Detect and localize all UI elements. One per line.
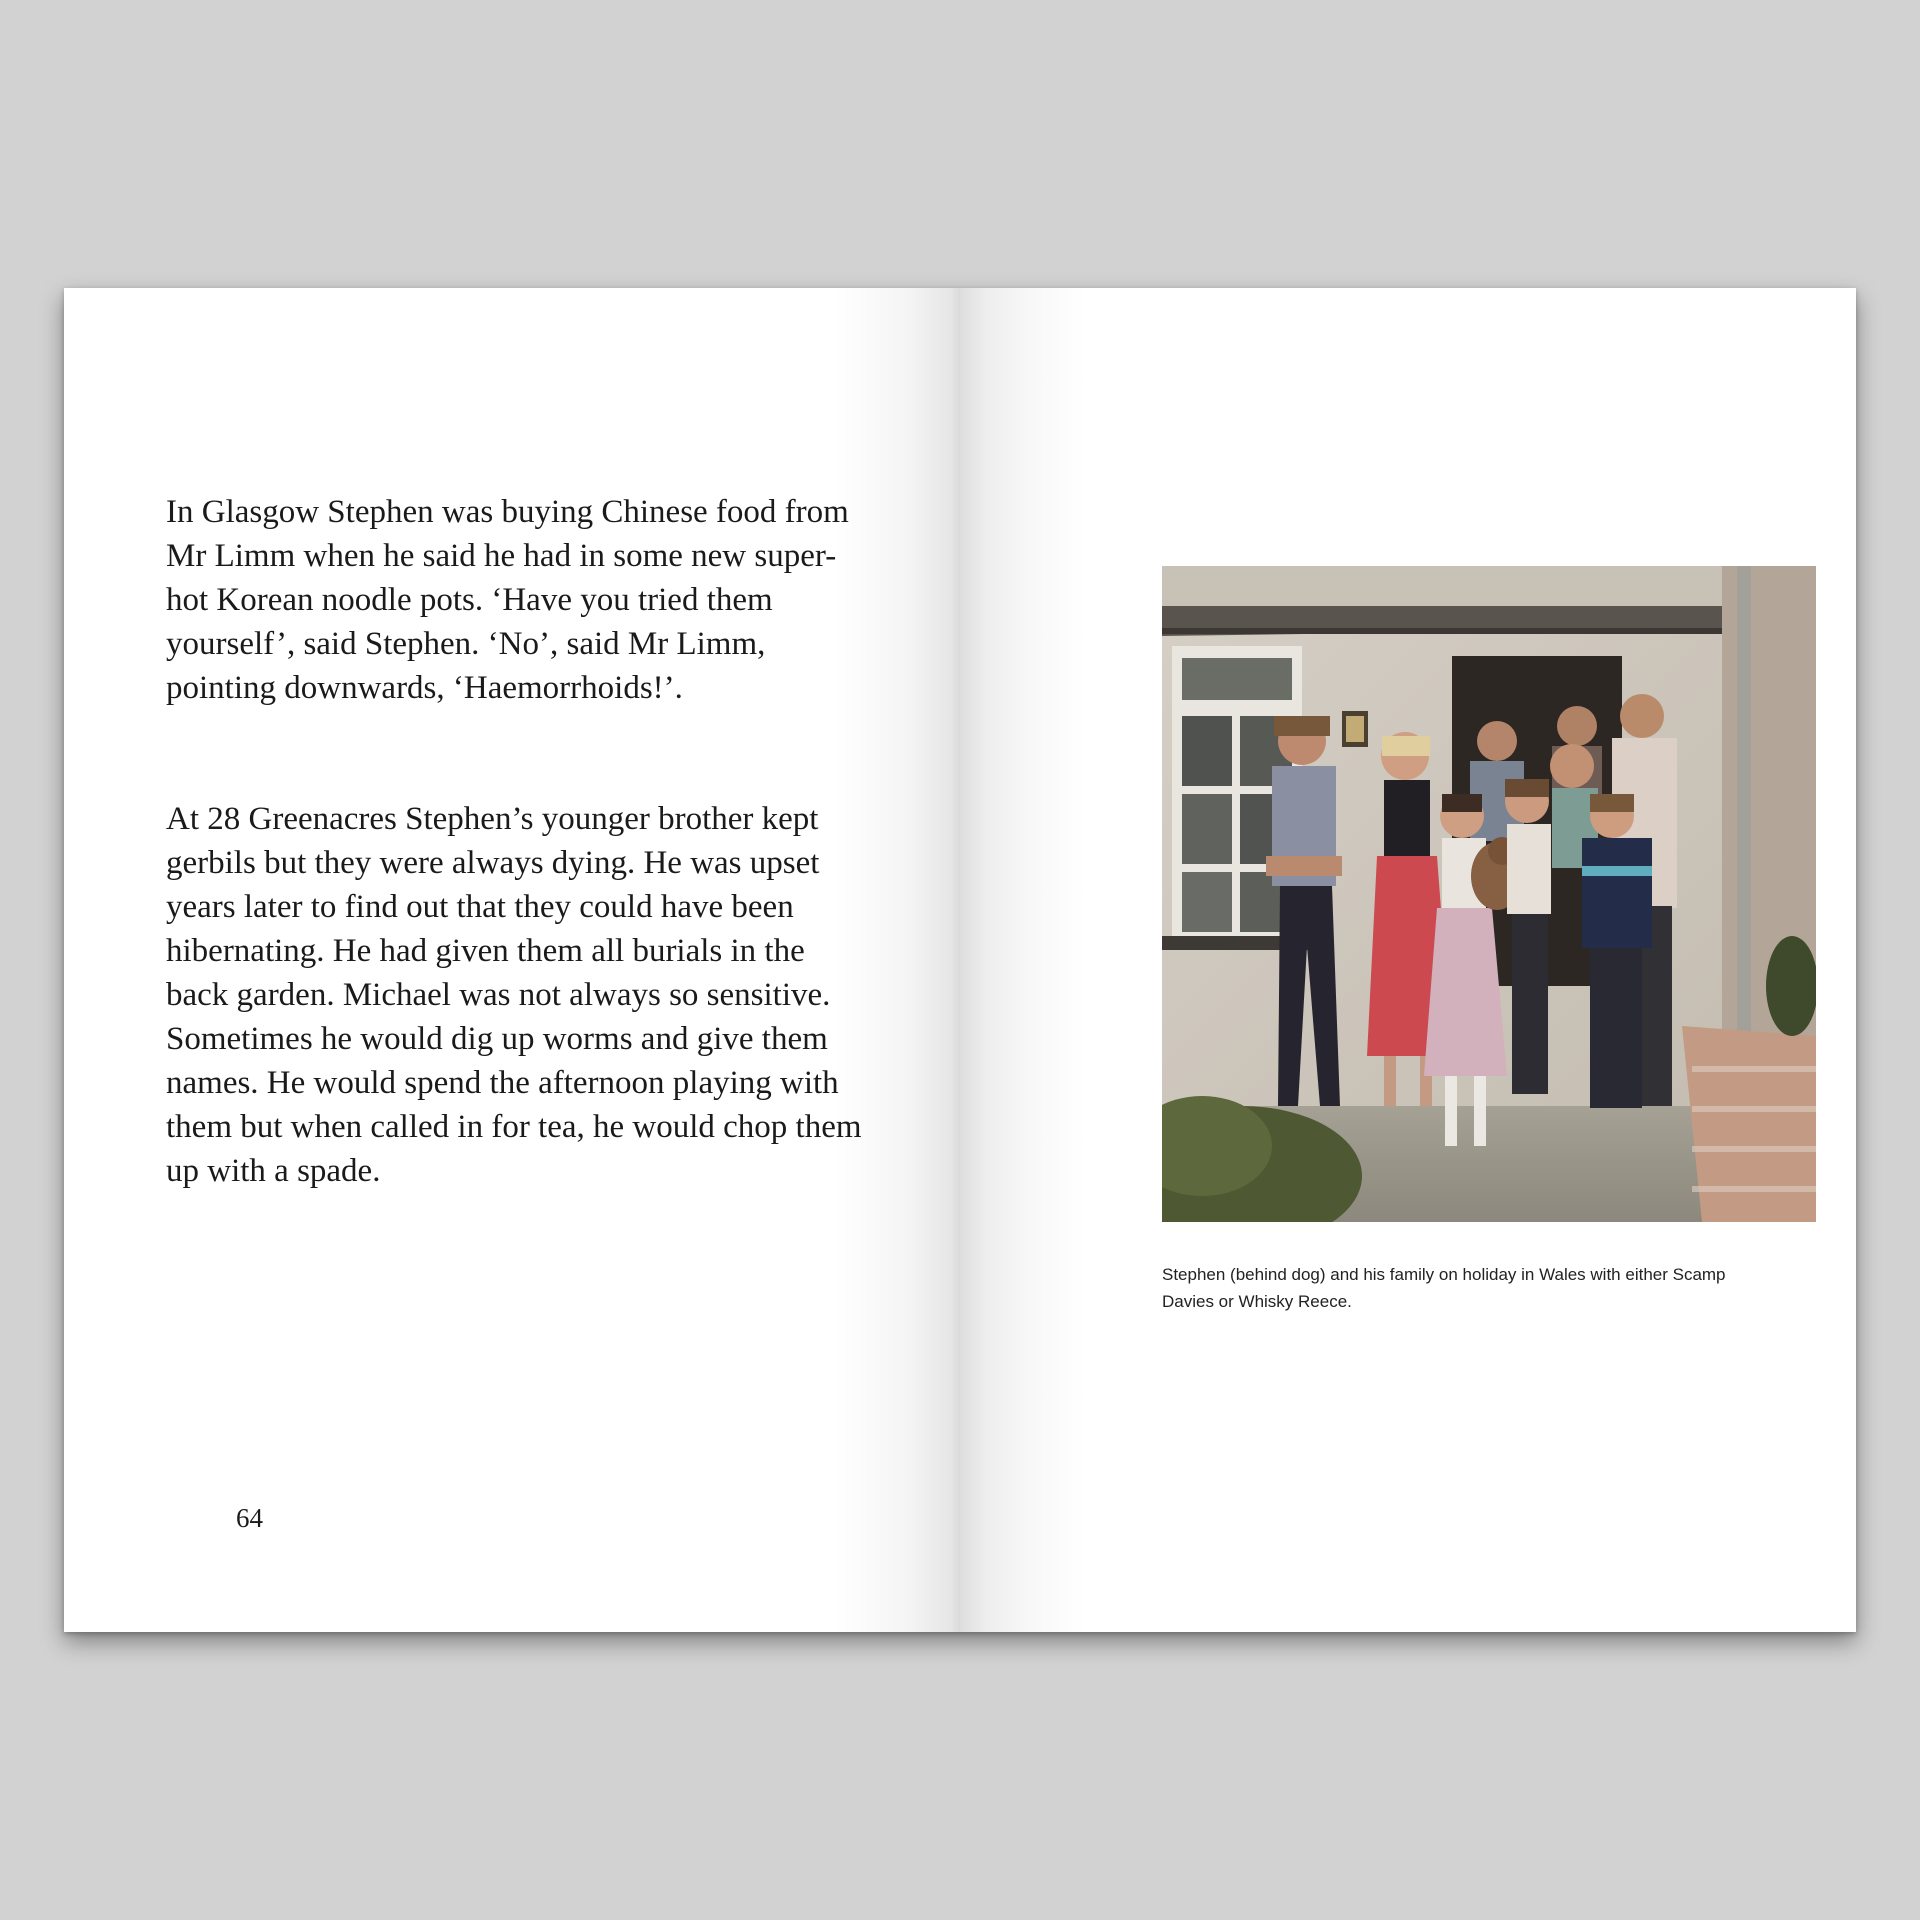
- right-page: [960, 288, 1856, 1632]
- photo-caption: Stephen (behind dog) and his family on holiday in Wales with either Scamp Davies or Whisky Reece.: [1162, 1265, 1726, 1311]
- family-photo: [1162, 566, 1816, 1222]
- page-number: 64: [236, 1503, 263, 1533]
- left-page: [64, 288, 960, 1632]
- paragraph-greenacres: At 28 Greenacres Stephen’s younger brother kept gerbils but they were always dying. He was upset years later to find out that they could have been hibernating. He had given them all burials in the back garden. Michael was not always so sensitive. Sometimes he would dig up worms and give them names. He would spend the afternoon playing with them but when called in for tea, he would chop them up with a spade.: [166, 801, 862, 1189]
- book-spread: [64, 288, 1856, 1632]
- paragraph-glasgow: In Glasgow Stephen was buying Chinese food from Mr Limm when he said he had in some new super-hot Korean noodle pots. ‘Have you tried them yourself’, said Stephen. ‘No’, said Mr Limm, pointing downwards, ‘Haemorrhoids!’.: [166, 494, 849, 706]
- family-photo-illustration: [1162, 566, 1816, 1222]
